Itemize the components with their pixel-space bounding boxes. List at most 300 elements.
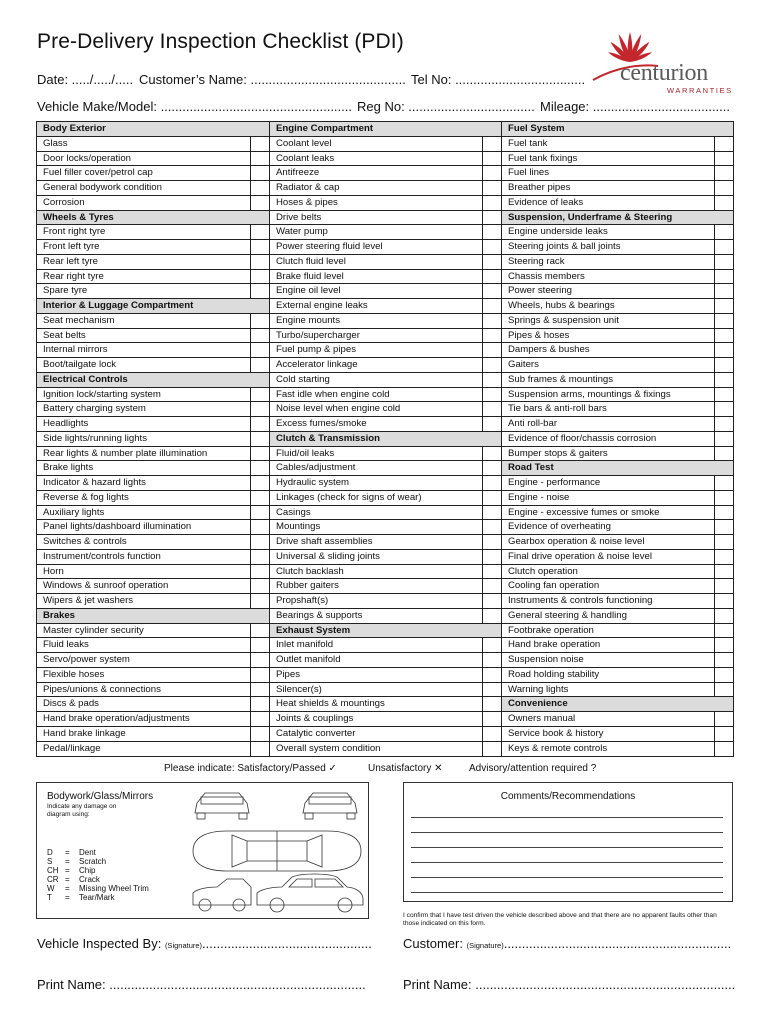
check-box[interactable] — [250, 742, 269, 757]
checklist-item[interactable] — [270, 270, 501, 285]
checklist-item[interactable] — [502, 668, 733, 683]
check-box[interactable] — [482, 668, 501, 682]
checklist-item[interactable] — [270, 579, 501, 594]
checklist-item[interactable] — [270, 402, 501, 417]
check-box[interactable] — [714, 550, 733, 564]
checklist-item[interactable] — [270, 506, 501, 521]
checklist-item[interactable] — [502, 373, 733, 388]
checklist-item[interactable] — [37, 491, 269, 506]
checklist-item[interactable] — [37, 683, 269, 698]
damage-code — [47, 893, 149, 902]
checklist-item-label: Pipes — [276, 668, 300, 680]
check-box[interactable] — [482, 255, 501, 269]
checklist-item[interactable] — [502, 388, 733, 403]
damage-code — [47, 866, 149, 875]
checklist-item[interactable] — [502, 594, 733, 609]
checklist-item[interactable] — [270, 211, 501, 226]
check-box[interactable] — [250, 240, 269, 254]
section-header-label: Convenience — [508, 698, 568, 710]
check-box[interactable] — [250, 358, 269, 372]
checklist-item-label: Mountings — [276, 521, 321, 533]
checklist-item-label: Evidence of floor/chassis corrosion — [508, 432, 657, 444]
checklist-item[interactable] — [502, 491, 733, 506]
comment-line[interactable] — [411, 817, 723, 818]
checklist-item[interactable] — [502, 624, 733, 639]
checklist-item[interactable] — [270, 476, 501, 491]
check-box[interactable] — [714, 638, 733, 652]
check-box[interactable] — [250, 506, 269, 520]
checklist-item[interactable] — [270, 181, 501, 196]
comments-box[interactable] — [403, 782, 733, 902]
check-box[interactable] — [714, 152, 733, 166]
checklist-item[interactable] — [37, 476, 269, 491]
car-diagram-icon[interactable] — [187, 789, 367, 914]
check-box[interactable] — [714, 609, 733, 623]
check-box[interactable] — [714, 506, 733, 520]
check-box[interactable] — [250, 225, 269, 239]
check-box[interactable] — [714, 314, 733, 328]
checklist-item[interactable] — [502, 550, 733, 565]
equals-sign: = — [65, 866, 70, 875]
check-box[interactable] — [250, 196, 269, 210]
check-box[interactable] — [714, 476, 733, 490]
check-box[interactable] — [714, 653, 733, 667]
checklist-item[interactable] — [502, 299, 733, 314]
checklist-item[interactable] — [270, 565, 501, 580]
checklist-item[interactable] — [502, 225, 733, 240]
check-box[interactable] — [482, 240, 501, 254]
comment-line[interactable] — [411, 847, 723, 848]
checklist-item[interactable] — [270, 225, 501, 240]
checklist-item[interactable] — [270, 550, 501, 565]
checklist-item[interactable] — [37, 712, 269, 727]
check-box[interactable] — [714, 358, 733, 372]
checklist-item[interactable] — [37, 668, 269, 683]
checklist-item[interactable] — [502, 137, 733, 152]
check-box[interactable] — [482, 417, 501, 431]
check-box[interactable] — [714, 196, 733, 210]
checklist-item[interactable] — [270, 137, 501, 152]
checklist-item-label: Clutch operation — [508, 565, 578, 577]
check-box[interactable] — [250, 255, 269, 269]
check-box[interactable] — [250, 152, 269, 166]
checklist-item-label: Turbo/supercharger — [276, 329, 360, 341]
check-box[interactable] — [482, 343, 501, 357]
checklist-item[interactable] — [270, 314, 501, 329]
checklist-item-label: Glass — [43, 137, 68, 149]
checklist-item[interactable] — [502, 535, 733, 550]
check-box[interactable] — [714, 447, 733, 461]
check-box[interactable] — [250, 565, 269, 579]
logo-wordmark: centurion — [620, 60, 708, 86]
checklist-item-label: Front right tyre — [43, 226, 106, 238]
checklist-item-label: Cold starting — [276, 373, 330, 385]
checklist-item[interactable] — [270, 668, 501, 683]
check-box[interactable] — [250, 727, 269, 741]
check-box[interactable] — [714, 284, 733, 298]
checklist-item[interactable] — [37, 137, 269, 152]
check-box[interactable] — [482, 712, 501, 726]
checklist-item[interactable] — [37, 270, 269, 285]
check-box[interactable] — [250, 166, 269, 180]
checklist-column-1 — [37, 122, 270, 756]
check-box[interactable] — [482, 491, 501, 505]
checklist-item[interactable] — [270, 491, 501, 506]
check-box[interactable] — [482, 520, 501, 534]
checklist-item[interactable] — [270, 299, 501, 314]
legend-satisfactory: Please indicate: Satisfactory/Passed ✓ — [164, 763, 337, 774]
checklist-item[interactable] — [270, 461, 501, 476]
comment-line[interactable] — [411, 892, 723, 893]
checklist-item[interactable] — [270, 638, 501, 653]
print-name-left[interactable]: Print Name: ....................................................................... — [37, 977, 366, 992]
check-box[interactable] — [714, 432, 733, 446]
checklist-item-label: Master cylinder security — [43, 624, 144, 636]
checklist-item[interactable] — [270, 358, 501, 373]
checklist-item[interactable] — [270, 594, 501, 609]
check-box[interactable] — [714, 594, 733, 608]
check-box[interactable] — [714, 299, 733, 313]
check-box[interactable] — [482, 373, 501, 387]
check-box[interactable] — [250, 329, 269, 343]
checklist-item-label: Hand brake operation — [508, 639, 601, 651]
checklist-item[interactable] — [37, 624, 269, 639]
section-header — [502, 122, 733, 137]
check-box[interactable] — [714, 343, 733, 357]
check-box[interactable] — [250, 668, 269, 682]
check-box[interactable] — [482, 653, 501, 667]
checklist-item[interactable] — [502, 358, 733, 373]
tel-field[interactable]: Tel No: .................................... — [411, 72, 586, 87]
checklist-item[interactable] — [37, 653, 269, 668]
comment-line[interactable] — [411, 877, 723, 878]
check-box[interactable] — [714, 388, 733, 402]
checklist-item[interactable] — [270, 255, 501, 270]
check-box[interactable] — [250, 388, 269, 402]
check-box[interactable] — [714, 225, 733, 239]
checklist-item-label: Keys & remote controls — [508, 742, 608, 754]
checklist-item[interactable] — [37, 358, 269, 373]
checklist-item[interactable] — [37, 742, 269, 757]
checklist-item[interactable] — [270, 343, 501, 358]
equals-sign: = — [65, 884, 70, 893]
checklist-item[interactable] — [270, 742, 501, 757]
check-box[interactable] — [250, 653, 269, 667]
check-box[interactable] — [714, 624, 733, 638]
checklist-item[interactable] — [502, 270, 733, 285]
checklist-item[interactable] — [502, 417, 733, 432]
check-box[interactable] — [482, 638, 501, 652]
check-box[interactable] — [250, 417, 269, 431]
check-box[interactable] — [250, 314, 269, 328]
checklist-item[interactable] — [37, 314, 269, 329]
checklist-item[interactable] — [502, 152, 733, 167]
check-box[interactable] — [714, 742, 733, 757]
check-box[interactable] — [714, 535, 733, 549]
checklist-item[interactable] — [270, 166, 501, 181]
check-box[interactable] — [250, 712, 269, 726]
check-box[interactable] — [714, 329, 733, 343]
checklist-item[interactable] — [502, 476, 733, 491]
checklist-item[interactable] — [37, 196, 269, 211]
checklist-item[interactable] — [502, 196, 733, 211]
section-header-label: Engine Compartment — [276, 123, 374, 134]
checklist-item[interactable] — [270, 240, 501, 255]
checklist-item[interactable] — [270, 447, 501, 462]
check-box[interactable] — [714, 668, 733, 682]
check-box[interactable] — [714, 270, 733, 284]
comment-line[interactable] — [411, 832, 723, 833]
check-box[interactable] — [482, 225, 501, 239]
check-box[interactable] — [250, 432, 269, 446]
checklist-item[interactable] — [270, 417, 501, 432]
check-box[interactable] — [250, 535, 269, 549]
checklist-item[interactable] — [270, 697, 501, 712]
reg-field[interactable]: Reg No: ................................... — [357, 99, 535, 114]
check-box[interactable] — [250, 343, 269, 357]
check-box[interactable] — [482, 609, 501, 623]
inspected-by-signature[interactable] — [37, 936, 372, 951]
check-box[interactable] — [482, 402, 501, 416]
check-box[interactable] — [714, 579, 733, 593]
check-box[interactable] — [482, 388, 501, 402]
checklist-item[interactable] — [37, 697, 269, 712]
check-box[interactable] — [482, 358, 501, 372]
check-box[interactable] — [482, 314, 501, 328]
checklist-item-label: Anti roll-bar — [508, 418, 558, 429]
check-box[interactable] — [482, 476, 501, 490]
check-box[interactable] — [250, 697, 269, 711]
checklist-item[interactable] — [37, 506, 269, 521]
checklist-item[interactable] — [502, 520, 733, 535]
checklist-item[interactable] — [502, 314, 733, 329]
checklist-item-label: Accelerator linkage — [276, 359, 358, 370]
checklist-item[interactable] — [37, 343, 269, 358]
checklist-item-label: Hydraulic system — [276, 477, 350, 488]
checklist-item[interactable] — [270, 535, 501, 550]
checklist-item[interactable] — [37, 447, 269, 462]
check-box[interactable] — [482, 152, 501, 166]
check-box[interactable] — [714, 565, 733, 579]
damage-code — [47, 848, 149, 857]
check-box[interactable] — [482, 181, 501, 195]
check-box[interactable] — [482, 506, 501, 520]
checklist-item[interactable] — [270, 727, 501, 742]
checklist-item[interactable] — [37, 520, 269, 535]
checklist-item[interactable] — [502, 683, 733, 698]
check-box[interactable] — [482, 550, 501, 564]
check-box[interactable] — [482, 299, 501, 313]
check-box[interactable] — [250, 491, 269, 505]
check-box[interactable] — [482, 166, 501, 180]
check-box[interactable] — [250, 181, 269, 195]
checklist-item[interactable] — [37, 432, 269, 447]
checklist-item[interactable] — [502, 166, 733, 181]
checklist-item[interactable] — [502, 447, 733, 462]
checklist-item[interactable] — [37, 152, 269, 167]
checklist-item-label: Steering joints & ball joints — [508, 241, 621, 252]
checklist-item[interactable] — [37, 255, 269, 270]
checklist-item[interactable] — [37, 329, 269, 344]
date-field[interactable]: Date: ...../...../..... — [37, 72, 134, 87]
check-box[interactable] — [482, 683, 501, 697]
mileage-field[interactable]: Mileage: ...................................... — [540, 99, 730, 114]
check-box[interactable] — [714, 137, 733, 151]
checklist-item[interactable] — [37, 461, 269, 476]
section-header — [270, 122, 501, 137]
checklist-item[interactable] — [502, 727, 733, 742]
section-header — [37, 609, 269, 624]
checklist-item[interactable] — [270, 329, 501, 344]
damage-code-key: CR — [47, 875, 59, 884]
header-spacer — [715, 122, 733, 136]
check-box[interactable] — [714, 712, 733, 726]
checklist-item[interactable] — [37, 579, 269, 594]
checklist-item-label: Internal mirrors — [43, 344, 108, 356]
section-header — [37, 211, 269, 226]
checklist-item[interactable] — [37, 727, 269, 742]
check-box[interactable] — [482, 329, 501, 343]
checklist-item[interactable] — [502, 609, 733, 624]
section-header-label: Fuel System — [508, 123, 565, 134]
checklist-item[interactable] — [270, 712, 501, 727]
check-box[interactable] — [714, 166, 733, 180]
checklist-item[interactable] — [270, 653, 501, 668]
checklist-item[interactable] — [270, 683, 501, 698]
vehicle-model-field[interactable]: Vehicle Make/Model: ..................................................... — [37, 99, 352, 114]
check-box[interactable] — [714, 417, 733, 431]
check-box[interactable] — [250, 638, 269, 652]
checklist-item-label: Corrosion — [43, 196, 85, 208]
damage-code-meaning: Crack — [79, 875, 100, 884]
check-box[interactable] — [250, 284, 269, 298]
checklist-item[interactable] — [502, 329, 733, 344]
checklist-item[interactable] — [502, 742, 733, 757]
check-box[interactable] — [482, 742, 501, 757]
checklist-item[interactable] — [502, 432, 733, 447]
check-box[interactable] — [250, 461, 269, 475]
check-box[interactable] — [714, 491, 733, 505]
checklist-item[interactable] — [502, 255, 733, 270]
checklist-item[interactable] — [37, 240, 269, 255]
check-box[interactable] — [250, 594, 269, 608]
checklist-item[interactable] — [502, 240, 733, 255]
check-box[interactable] — [250, 270, 269, 284]
checklist-item[interactable] — [37, 550, 269, 565]
section-header-label: Clutch & Transmission — [276, 432, 380, 444]
customer-name-field[interactable]: Customer’s Name: ........................................... — [139, 72, 406, 87]
checklist-item[interactable] — [37, 594, 269, 609]
checklist-item[interactable] — [37, 284, 269, 299]
check-box[interactable] — [482, 284, 501, 298]
page-title: Pre-Delivery Inspection Checklist (PDI) — [37, 30, 404, 53]
checklist-item-label: Fuel filler cover/petrol cap — [43, 167, 153, 179]
check-box[interactable] — [714, 181, 733, 195]
checklist-item[interactable] — [502, 638, 733, 653]
checklist-item[interactable] — [37, 181, 269, 196]
checklist-item[interactable] — [270, 152, 501, 167]
check-box[interactable] — [714, 255, 733, 269]
checklist-item[interactable] — [37, 417, 269, 432]
checklist-item[interactable] — [270, 284, 501, 299]
check-box[interactable] — [714, 402, 733, 416]
check-box[interactable] — [714, 240, 733, 254]
comments-title: Comments/Recommendations — [500, 791, 636, 802]
check-box[interactable] — [714, 520, 733, 534]
checklist-item-label: Spare tyre — [43, 285, 88, 297]
check-box[interactable] — [482, 727, 501, 741]
checklist-item[interactable] — [502, 402, 733, 417]
checklist-item[interactable] — [270, 196, 501, 211]
check-box[interactable] — [250, 579, 269, 593]
check-box[interactable] — [714, 727, 733, 741]
check-box[interactable] — [250, 402, 269, 416]
checklist-item[interactable] — [502, 506, 733, 521]
checklist-item[interactable] — [502, 343, 733, 358]
check-box[interactable] — [250, 624, 269, 638]
section-header-label: Wheels & Tyres — [43, 211, 114, 223]
print-name-right[interactable]: Print Name: ........................................................................ — [403, 977, 736, 992]
check-box[interactable] — [482, 579, 501, 593]
check-box[interactable] — [714, 683, 733, 697]
checklist-item[interactable] — [37, 402, 269, 417]
checklist-item[interactable] — [37, 535, 269, 550]
check-box[interactable] — [482, 461, 501, 475]
checklist-item-label: Panel lights/dashboard illumination — [43, 521, 192, 533]
check-box[interactable] — [482, 211, 501, 225]
checklist-item[interactable] — [37, 166, 269, 181]
checklist-item[interactable] — [37, 565, 269, 580]
check-box[interactable] — [482, 594, 501, 608]
checklist-item[interactable] — [502, 712, 733, 727]
check-box[interactable] — [482, 137, 501, 151]
checklist-item-label: Rear right tyre — [43, 270, 104, 282]
check-box[interactable] — [250, 550, 269, 564]
checklist-item[interactable] — [270, 609, 501, 624]
check-box[interactable] — [250, 683, 269, 697]
checklist-item[interactable] — [37, 388, 269, 403]
check-box[interactable] — [250, 447, 269, 461]
checklist-item[interactable] — [270, 520, 501, 535]
checklist-item[interactable] — [37, 638, 269, 653]
damage-code-key: S — [47, 857, 53, 866]
checklist-item-label: Gaiters — [508, 359, 539, 370]
checklist-item[interactable] — [270, 388, 501, 403]
damage-code-meaning: Scratch — [79, 857, 107, 866]
check-box[interactable] — [482, 196, 501, 210]
check-box[interactable] — [250, 137, 269, 151]
check-box[interactable] — [482, 697, 501, 711]
checklist-item[interactable] — [502, 284, 733, 299]
checklist-item[interactable] — [502, 579, 733, 594]
check-box[interactable] — [714, 373, 733, 387]
check-box[interactable] — [250, 476, 269, 490]
check-box[interactable] — [482, 565, 501, 579]
checklist-item[interactable] — [37, 225, 269, 240]
check-box[interactable] — [482, 447, 501, 461]
customer-signature[interactable] — [403, 936, 731, 951]
checklist-item[interactable] — [270, 373, 501, 388]
comment-line[interactable] — [411, 862, 723, 863]
check-box[interactable] — [482, 535, 501, 549]
checklist-item[interactable] — [502, 181, 733, 196]
damage-code-key: T — [47, 893, 52, 902]
checklist-item[interactable] — [502, 565, 733, 580]
checklist-item[interactable] — [502, 653, 733, 668]
check-box[interactable] — [482, 270, 501, 284]
checklist-item-label: Owners manual — [508, 713, 576, 724]
check-box[interactable] — [250, 520, 269, 534]
